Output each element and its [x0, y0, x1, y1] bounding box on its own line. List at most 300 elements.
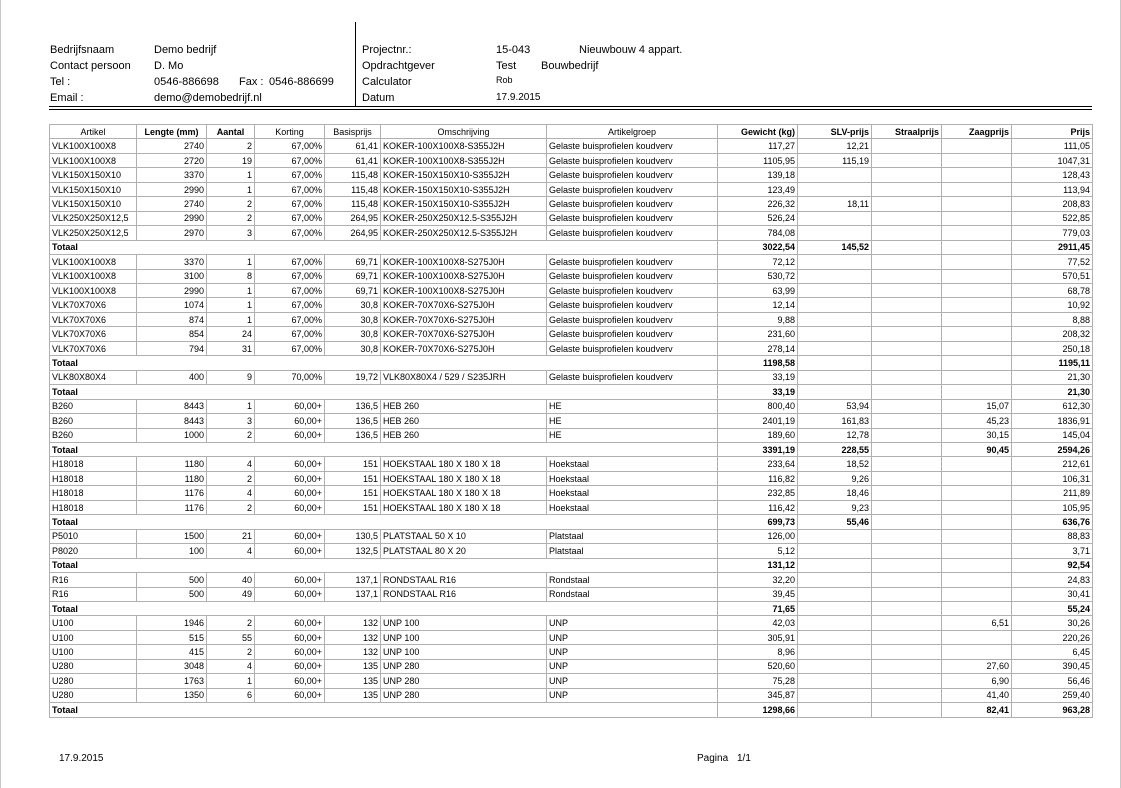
- table-cell: [872, 544, 942, 558]
- table-cell: KOKER-100X100X8-S275J0H: [381, 283, 547, 297]
- table-cell: 6,90: [942, 674, 1012, 688]
- table-row: [50, 168, 1093, 182]
- table-cell: 9,23: [798, 500, 872, 514]
- total-weight: 1298,66: [718, 703, 798, 717]
- total-slv: [798, 601, 872, 615]
- table-row: [50, 457, 1093, 471]
- table-cell: 500: [137, 573, 207, 587]
- table-cell: [872, 182, 942, 196]
- table-cell: Gelaste buisprofielen koudverv: [547, 312, 718, 326]
- table-cell: 18,11: [798, 197, 872, 211]
- table-cell: HE: [547, 399, 718, 413]
- table-cell: 4: [207, 544, 255, 558]
- table-cell: 60,00+: [255, 645, 325, 659]
- table-cell: KOKER-150X150X10-S355J2H: [381, 197, 547, 211]
- table-cell: 137,1: [325, 573, 381, 587]
- table-cell: VLK100X100X8: [50, 255, 137, 269]
- table-cell: 250,18: [1012, 341, 1093, 355]
- table-cell: 2: [207, 500, 255, 514]
- table-row: [50, 659, 1093, 673]
- table-cell: 12,78: [798, 428, 872, 442]
- table-cell: [942, 283, 1012, 297]
- table-cell: KOKER-70X70X6-S275J0H: [381, 341, 547, 355]
- footer-page-number: 1/1: [737, 753, 751, 764]
- table-cell: 2: [207, 139, 255, 153]
- table-cell: 115,48: [325, 182, 381, 196]
- table-cell: VLK100X100X8: [50, 283, 137, 297]
- table-cell: [872, 428, 942, 442]
- footer-date: 17.9.2015: [59, 753, 104, 764]
- table-cell: [872, 283, 942, 297]
- col-header-straal: Straalprijs: [872, 125, 942, 139]
- table-cell: 111,05: [1012, 139, 1093, 153]
- table-row: [50, 370, 1093, 384]
- table-cell: [798, 674, 872, 688]
- table-cell: 526,24: [718, 211, 798, 225]
- total-weight: 1198,58: [718, 356, 798, 370]
- total-weight: 3391,19: [718, 442, 798, 456]
- total-row: [50, 515, 1093, 529]
- table-row: [50, 255, 1093, 269]
- table-row: [50, 674, 1093, 688]
- table-cell: 1836,91: [1012, 414, 1093, 428]
- table-cell: [798, 616, 872, 630]
- table-cell: 530,72: [718, 269, 798, 283]
- table-cell: [798, 182, 872, 196]
- table-cell: R16: [50, 587, 137, 601]
- table-cell: 10,92: [1012, 298, 1093, 312]
- col-header-omschrijving: Omschrijving: [381, 125, 547, 139]
- table-cell: [942, 153, 1012, 167]
- table-cell: 9,26: [798, 471, 872, 485]
- table-cell: 2: [207, 211, 255, 225]
- fax-value: 0546-886699: [269, 76, 334, 88]
- table-cell: VLK150X150X10: [50, 168, 137, 182]
- table-row: [50, 327, 1093, 341]
- table-cell: 2720: [137, 153, 207, 167]
- table-cell: [942, 197, 1012, 211]
- table-cell: 123,49: [718, 182, 798, 196]
- table-row: [50, 688, 1093, 702]
- table-cell: 33,19: [718, 370, 798, 384]
- table-cell: HOEKSTAAL 180 X 180 X 18: [381, 457, 547, 471]
- table-cell: 117,27: [718, 139, 798, 153]
- total-prijs: 1195,11: [1012, 356, 1093, 370]
- project-name: Nieuwbouw 4 appart.: [579, 44, 683, 56]
- total-row: [50, 385, 1093, 399]
- table-cell: 3370: [137, 255, 207, 269]
- table-cell: 60,00+: [255, 486, 325, 500]
- table-cell: UNP: [547, 630, 718, 644]
- table-cell: 128,43: [1012, 168, 1093, 182]
- table-cell: 61,41: [325, 139, 381, 153]
- table-cell: [872, 139, 942, 153]
- table-cell: [942, 139, 1012, 153]
- total-label: Totaal: [50, 240, 718, 254]
- table-cell: B260: [50, 428, 137, 442]
- table-cell: 116,42: [718, 500, 798, 514]
- total-zaag: [942, 240, 1012, 254]
- table-cell: [798, 255, 872, 269]
- table-cell: KOKER-100X100X8-S275J0H: [381, 255, 547, 269]
- col-header-artikel: Artikel: [50, 125, 137, 139]
- table-cell: 264,95: [325, 211, 381, 225]
- table-cell: 9: [207, 370, 255, 384]
- client-company: Bouwbedrijf: [541, 60, 599, 72]
- table-cell: 30,8: [325, 298, 381, 312]
- table-cell: 61,41: [325, 153, 381, 167]
- table-cell: 60,00+: [255, 659, 325, 673]
- table-cell: VLK70X70X6: [50, 327, 137, 341]
- table-cell: [942, 298, 1012, 312]
- total-slv: 55,46: [798, 515, 872, 529]
- table-cell: Gelaste buisprofielen koudverv: [547, 226, 718, 240]
- table-cell: 63,99: [718, 283, 798, 297]
- table-cell: 106,31: [1012, 471, 1093, 485]
- table-cell: 2740: [137, 197, 207, 211]
- table-row: [50, 500, 1093, 514]
- table-cell: PLATSTAAL 80 X 20: [381, 544, 547, 558]
- table-cell: Gelaste buisprofielen koudverv: [547, 139, 718, 153]
- total-prijs: 55,24: [1012, 601, 1093, 615]
- table-cell: 12,21: [798, 139, 872, 153]
- header-divider: [355, 22, 356, 106]
- table-cell: 116,82: [718, 471, 798, 485]
- table-cell: 69,71: [325, 269, 381, 283]
- table-cell: 1: [207, 182, 255, 196]
- table-cell: [872, 197, 942, 211]
- table-cell: 1: [207, 168, 255, 182]
- table-row: [50, 616, 1093, 630]
- table-cell: [798, 659, 872, 673]
- table-cell: 60,00+: [255, 414, 325, 428]
- table-cell: UNP: [547, 645, 718, 659]
- table-cell: 136,5: [325, 428, 381, 442]
- table-cell: 151: [325, 471, 381, 485]
- table-cell: 21,30: [1012, 370, 1093, 384]
- table-cell: 67,00%: [255, 269, 325, 283]
- table-cell: 211,89: [1012, 486, 1093, 500]
- col-header-artikelgroep: Artikelgroep: [547, 125, 718, 139]
- table-row: [50, 414, 1093, 428]
- table-cell: 520,60: [718, 659, 798, 673]
- table-cell: [872, 529, 942, 543]
- total-row: [50, 442, 1093, 456]
- calculator-label: Calculator: [362, 76, 412, 88]
- table-cell: 1180: [137, 457, 207, 471]
- total-zaag: [942, 515, 1012, 529]
- table-cell: [872, 471, 942, 485]
- table-row: [50, 544, 1093, 558]
- items-table: [49, 124, 1093, 718]
- table-cell: HEB 260: [381, 414, 547, 428]
- table-cell: 264,95: [325, 226, 381, 240]
- table-cell: VLK80X80X4 / 529 / S235JRH: [381, 370, 547, 384]
- date-value: 17.9.2015: [496, 92, 541, 103]
- table-cell: 39,45: [718, 587, 798, 601]
- table-cell: P5010: [50, 529, 137, 543]
- total-weight: 33,19: [718, 385, 798, 399]
- table-cell: [942, 587, 1012, 601]
- table-cell: 42,03: [718, 616, 798, 630]
- table-cell: Gelaste buisprofielen koudverv: [547, 168, 718, 182]
- table-cell: KOKER-250X250X12.5-S355J2H: [381, 226, 547, 240]
- table-cell: 1763: [137, 674, 207, 688]
- table-cell: Hoekstaal: [547, 457, 718, 471]
- table-cell: UNP 100: [381, 630, 547, 644]
- table-cell: 1: [207, 674, 255, 688]
- table-cell: 100: [137, 544, 207, 558]
- header-rule-top: [49, 106, 1092, 107]
- table-cell: 1: [207, 283, 255, 297]
- table-cell: 3: [207, 226, 255, 240]
- table-cell: 2: [207, 471, 255, 485]
- table-cell: Rondstaal: [547, 587, 718, 601]
- fax-label: Fax :: [239, 76, 264, 88]
- table-cell: 72,12: [718, 255, 798, 269]
- table-cell: 8443: [137, 414, 207, 428]
- table-cell: 1500: [137, 529, 207, 543]
- total-prijs: 636,76: [1012, 515, 1093, 529]
- table-cell: 12,14: [718, 298, 798, 312]
- table-row: [50, 211, 1093, 225]
- table-cell: HOEKSTAAL 180 X 180 X 18: [381, 471, 547, 485]
- table-cell: [872, 312, 942, 326]
- table-row: [50, 573, 1093, 587]
- table-cell: H18018: [50, 486, 137, 500]
- table-cell: [942, 182, 1012, 196]
- table-cell: 259,40: [1012, 688, 1093, 702]
- table-cell: UNP 280: [381, 659, 547, 673]
- table-cell: 415: [137, 645, 207, 659]
- table-cell: [942, 327, 1012, 341]
- table-cell: Gelaste buisprofielen koudverv: [547, 211, 718, 225]
- table-cell: VLK250X250X12,5: [50, 226, 137, 240]
- table-cell: 60,00+: [255, 399, 325, 413]
- table-cell: 800,40: [718, 399, 798, 413]
- table-cell: [942, 226, 1012, 240]
- table-cell: B260: [50, 399, 137, 413]
- table-cell: [798, 341, 872, 355]
- table-cell: 67,00%: [255, 168, 325, 182]
- table-cell: 232,85: [718, 486, 798, 500]
- total-prijs: 963,28: [1012, 703, 1093, 717]
- table-cell: UNP: [547, 616, 718, 630]
- total-slv: [798, 356, 872, 370]
- table-cell: 30,15: [942, 428, 1012, 442]
- table-cell: Hoekstaal: [547, 486, 718, 500]
- table-cell: 15,07: [942, 399, 1012, 413]
- table-cell: 115,48: [325, 168, 381, 182]
- total-straal: [872, 601, 942, 615]
- company-name-label: Bedrijfsnaam: [50, 44, 115, 56]
- table-cell: 126,00: [718, 529, 798, 543]
- table-cell: 570,51: [1012, 269, 1093, 283]
- table-cell: 345,87: [718, 688, 798, 702]
- table-cell: 208,83: [1012, 197, 1093, 211]
- table-cell: 779,03: [1012, 226, 1093, 240]
- table-cell: 67,00%: [255, 298, 325, 312]
- table-cell: 139,18: [718, 168, 798, 182]
- table-cell: H18018: [50, 471, 137, 485]
- table-cell: 189,60: [718, 428, 798, 442]
- table-cell: 220,26: [1012, 630, 1093, 644]
- table-row: [50, 529, 1093, 543]
- total-zaag: [942, 385, 1012, 399]
- table-cell: 2: [207, 197, 255, 211]
- table-cell: U100: [50, 616, 137, 630]
- table-cell: 24: [207, 327, 255, 341]
- total-straal: [872, 385, 942, 399]
- table-cell: 132: [325, 616, 381, 630]
- total-slv: 145,52: [798, 240, 872, 254]
- total-straal: [872, 515, 942, 529]
- client-label: Opdrachtgever: [362, 60, 435, 72]
- table-cell: [798, 327, 872, 341]
- total-zaag: 90,45: [942, 442, 1012, 456]
- table-cell: 69,71: [325, 255, 381, 269]
- table-row: [50, 197, 1093, 211]
- table-row: [50, 298, 1093, 312]
- table-header-row: [50, 125, 1093, 139]
- date-label: Datum: [362, 92, 395, 104]
- table-cell: [872, 298, 942, 312]
- table-cell: 60,00+: [255, 500, 325, 514]
- table-cell: [872, 674, 942, 688]
- table-cell: KOKER-70X70X6-S275J0H: [381, 312, 547, 326]
- table-cell: 24,83: [1012, 573, 1093, 587]
- total-weight: 699,73: [718, 515, 798, 529]
- total-zaag: [942, 356, 1012, 370]
- table-row: [50, 341, 1093, 355]
- table-cell: [872, 573, 942, 587]
- table-cell: [942, 500, 1012, 514]
- total-label: Totaal: [50, 558, 718, 572]
- table-cell: [872, 659, 942, 673]
- table-cell: 132,5: [325, 544, 381, 558]
- table-cell: 8,96: [718, 645, 798, 659]
- table-cell: [942, 645, 1012, 659]
- table-cell: [872, 255, 942, 269]
- table-cell: [872, 226, 942, 240]
- table-cell: 60,00+: [255, 688, 325, 702]
- table-cell: [798, 630, 872, 644]
- table-cell: 522,85: [1012, 211, 1093, 225]
- table-cell: [798, 312, 872, 326]
- table-cell: U280: [50, 674, 137, 688]
- table-row: [50, 428, 1093, 442]
- table-cell: 67,00%: [255, 211, 325, 225]
- total-row: [50, 356, 1093, 370]
- table-cell: 67,00%: [255, 312, 325, 326]
- total-slv: 228,55: [798, 442, 872, 456]
- tel-label: Tel :: [50, 76, 71, 88]
- table-cell: HOEKSTAAL 180 X 180 X 18: [381, 486, 547, 500]
- table-cell: U280: [50, 659, 137, 673]
- table-cell: 21: [207, 529, 255, 543]
- table-cell: [872, 486, 942, 500]
- table-cell: [872, 630, 942, 644]
- table-cell: [942, 269, 1012, 283]
- table-cell: UNP: [547, 688, 718, 702]
- table-cell: 3048: [137, 659, 207, 673]
- table-cell: [798, 544, 872, 558]
- email-label: Email :: [50, 92, 84, 104]
- total-weight: 71,65: [718, 601, 798, 615]
- table-cell: [942, 630, 1012, 644]
- table-cell: 67,00%: [255, 226, 325, 240]
- table-cell: 19: [207, 153, 255, 167]
- table-cell: 5,12: [718, 544, 798, 558]
- col-header-basisprijs: Basisprijs: [325, 125, 381, 139]
- table-cell: 2990: [137, 283, 207, 297]
- total-label: Totaal: [50, 442, 718, 456]
- table-cell: 305,91: [718, 630, 798, 644]
- total-label: Totaal: [50, 515, 718, 529]
- table-cell: 70,00%: [255, 370, 325, 384]
- table-cell: [942, 341, 1012, 355]
- table-cell: VLK100X100X8: [50, 139, 137, 153]
- total-label: Totaal: [50, 601, 718, 615]
- table-cell: HE: [547, 428, 718, 442]
- table-cell: Gelaste buisprofielen koudverv: [547, 255, 718, 269]
- table-cell: Gelaste buisprofielen koudverv: [547, 153, 718, 167]
- table-cell: [872, 168, 942, 182]
- table-cell: Gelaste buisprofielen koudverv: [547, 370, 718, 384]
- table-cell: 40: [207, 573, 255, 587]
- table-row: [50, 226, 1093, 240]
- company-name: Demo bedrijf: [154, 44, 217, 56]
- table-cell: [872, 211, 942, 225]
- table-cell: 56,46: [1012, 674, 1093, 688]
- table-cell: [942, 457, 1012, 471]
- table-cell: KOKER-100X100X8-S355J2H: [381, 153, 547, 167]
- table-cell: 113,94: [1012, 182, 1093, 196]
- table-cell: 784,08: [718, 226, 798, 240]
- table-cell: Gelaste buisprofielen koudverv: [547, 298, 718, 312]
- table-cell: 2: [207, 428, 255, 442]
- total-label: Totaal: [50, 385, 718, 399]
- table-cell: [798, 168, 872, 182]
- table-cell: Hoekstaal: [547, 500, 718, 514]
- total-slv: [798, 703, 872, 717]
- total-straal: [872, 356, 942, 370]
- table-cell: 105,95: [1012, 500, 1093, 514]
- table-cell: [942, 211, 1012, 225]
- table-cell: R16: [50, 573, 137, 587]
- table-cell: [872, 587, 942, 601]
- table-cell: KOKER-70X70X6-S275J0H: [381, 327, 547, 341]
- table-cell: U100: [50, 645, 137, 659]
- table-cell: 6: [207, 688, 255, 702]
- table-cell: 390,45: [1012, 659, 1093, 673]
- table-cell: [872, 414, 942, 428]
- table-cell: VLK70X70X6: [50, 312, 137, 326]
- table-cell: VLK250X250X12,5: [50, 211, 137, 225]
- table-cell: 1176: [137, 486, 207, 500]
- table-cell: UNP 280: [381, 688, 547, 702]
- table-cell: [942, 471, 1012, 485]
- table-cell: [872, 370, 942, 384]
- table-cell: [942, 529, 1012, 543]
- table-cell: KOKER-250X250X12.5-S355J2H: [381, 211, 547, 225]
- table-cell: 6,45: [1012, 645, 1093, 659]
- table-cell: 135: [325, 659, 381, 673]
- table-cell: [872, 457, 942, 471]
- table-cell: 2990: [137, 182, 207, 196]
- table-cell: RONDSTAAL R16: [381, 573, 547, 587]
- table-cell: VLK70X70X6: [50, 341, 137, 355]
